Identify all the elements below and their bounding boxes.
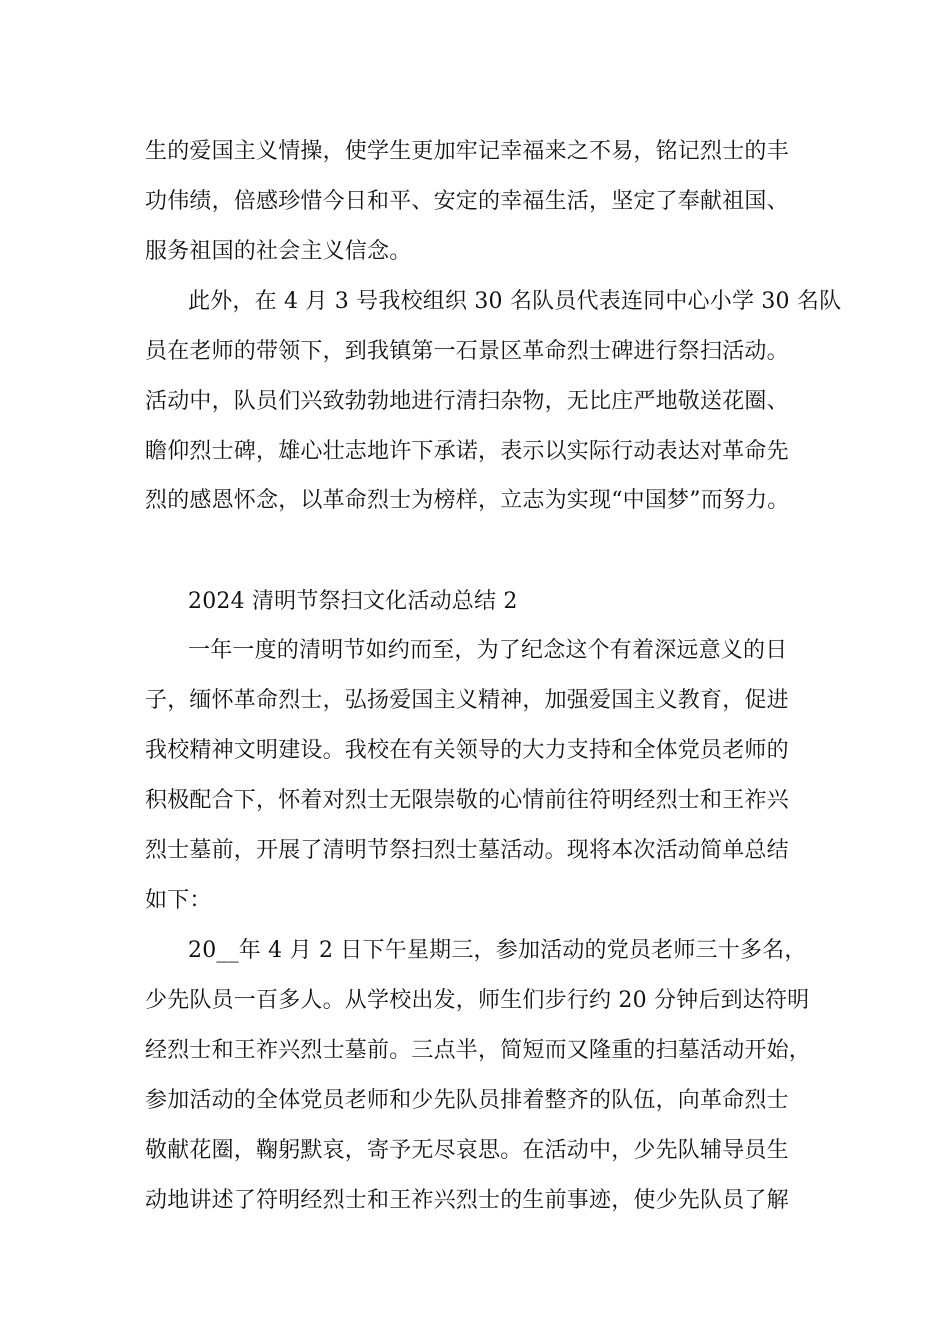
text-line: 一年一度的清明节如约而至，为了纪念这个有着深远意义的日 xyxy=(188,638,788,663)
text-line: 烈士墓前，开展了清明节祭扫烈士墓活动。现将本次活动简单总结 xyxy=(145,838,789,863)
text-line: 服务祖国的社会主义信念。 xyxy=(145,239,412,264)
text-line: 动地讲述了符明经烈士和王祚兴烈士的生前事迹，使少先队员了解 xyxy=(145,1188,789,1213)
text-line: 少先队员一百多人。从学校出发，师生们步行约 20 分钟后到达符明 xyxy=(145,988,810,1013)
text-line: 20__年 4 月 2 日下午星期三，参加活动的党员老师三十多名， xyxy=(188,938,807,963)
text-line: 生的爱国主义情操，使学生更加牢记幸福来之不易，铭记烈士的丰 xyxy=(145,139,789,164)
text-line: 功伟绩，倍感珍惜今日和平、安定的幸福生活，坚定了奉献祖国、 xyxy=(145,189,789,214)
text-line: 如下： xyxy=(145,888,212,913)
text-line: 我校精神文明建设。我校在有关领导的大力支持和全体党员老师的 xyxy=(145,738,789,763)
text-line: 瞻仰烈士碑，雄心壮志地许下承诺，表示以实际行动表达对革命先 xyxy=(145,439,789,464)
text-line: 子，缅怀革命烈士，弘扬爱国主义精神，加强爱国主义教育，促进 xyxy=(145,688,789,713)
text-line: 敬献花圈，鞠躬默哀，寄予无尽哀思。在活动中，少先队辅导员生 xyxy=(145,1138,789,1163)
text-line: 参加活动的全体党员老师和少先队员排着整齐的队伍，向革命烈士 xyxy=(145,1088,789,1113)
text-line: 烈的感恩怀念，以革命烈士为榜样，立志为实现“中国梦”而努力。 xyxy=(145,488,790,513)
text-line: 积极配合下，怀着对烈士无限崇敬的心情前往符明经烈士和王祚兴 xyxy=(145,788,789,813)
text-line: 此外，在 4 月 3 号我校组织 30 名队员代表连同中心小学 30 名队 xyxy=(188,289,842,314)
section-title: 2024 清明节祭扫文化活动总结 2 xyxy=(188,589,518,614)
text-line: 经烈士和王祚兴烈士墓前。三点半，简短而又隆重的扫墓活动开始， xyxy=(145,1038,812,1063)
text-line: 员在老师的带领下，到我镇第一石景区革命烈士碑进行祭扫活动。 xyxy=(145,339,789,364)
text-line: 活动中，队员们兴致勃勃地进行清扫杂物，无比庄严地敬送花圈、 xyxy=(145,389,789,414)
